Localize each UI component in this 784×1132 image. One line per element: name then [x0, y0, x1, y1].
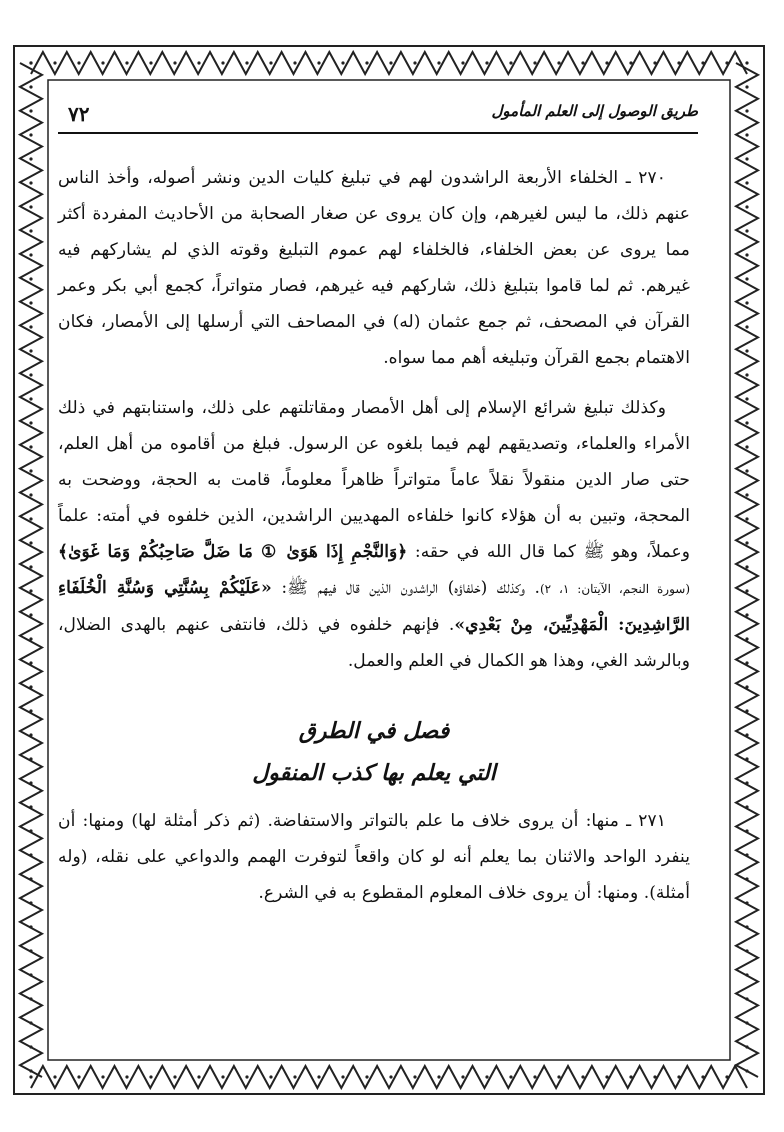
border-dot	[437, 61, 440, 64]
border-dot	[745, 517, 748, 520]
border-dot	[221, 1075, 224, 1078]
book-page	[58, 90, 698, 1070]
border-dot	[29, 397, 32, 400]
border-dot	[745, 157, 748, 160]
border-dot	[29, 589, 32, 592]
border-dot	[29, 85, 32, 88]
border-dot	[745, 373, 748, 376]
paragraph-text: . وكذلك (خلفاؤه) الراشدون الذين قال فيهم ﷺ:	[281, 578, 540, 598]
border-dot	[173, 61, 176, 64]
border-dot	[29, 1021, 32, 1024]
border-dot	[101, 61, 104, 64]
border-dot	[533, 61, 536, 64]
border-zigzag-top	[31, 52, 747, 74]
border-dot	[125, 61, 128, 64]
border-dot	[29, 709, 32, 712]
border-dot	[29, 685, 32, 688]
border-dot	[701, 1075, 704, 1078]
border-dot	[485, 1075, 488, 1078]
border-dot	[745, 181, 748, 184]
border-dot	[29, 133, 32, 136]
border-dot	[29, 157, 32, 160]
border-dot	[29, 445, 32, 448]
border-dot	[29, 637, 32, 640]
border-dot	[29, 805, 32, 808]
border-dot	[745, 757, 748, 760]
border-dot	[745, 277, 748, 280]
border-dot	[29, 253, 32, 256]
border-dot	[29, 61, 32, 64]
border-dot	[29, 541, 32, 544]
border-dot	[29, 949, 32, 952]
border-dot	[745, 613, 748, 616]
border-dot	[745, 109, 748, 112]
border-dot	[29, 1045, 32, 1048]
border-dot	[29, 733, 32, 736]
border-dot	[341, 61, 344, 64]
border-dot	[29, 373, 32, 376]
border-dot	[389, 61, 392, 64]
header-rule	[58, 132, 698, 134]
border-dot	[77, 61, 80, 64]
paragraph-caliphs-transmission	[58, 390, 690, 679]
border-dot	[509, 61, 512, 64]
border-dot	[29, 229, 32, 232]
border-dot	[245, 1075, 248, 1078]
border-dot	[317, 61, 320, 64]
border-dot	[29, 1069, 32, 1072]
running-header	[58, 98, 698, 132]
border-dot	[29, 1075, 32, 1078]
border-dot	[745, 709, 748, 712]
border-dot	[101, 1075, 104, 1078]
border-dot	[29, 997, 32, 1000]
border-dot	[29, 757, 32, 760]
border-dot	[581, 1075, 584, 1078]
border-dot	[149, 61, 152, 64]
border-dot	[605, 61, 608, 64]
page-body	[58, 160, 690, 925]
border-dot	[29, 181, 32, 184]
border-dot	[557, 61, 560, 64]
border-dot	[745, 877, 748, 880]
border-dot	[605, 1075, 608, 1078]
hadith-quote: «عَلَيْكُمْ بِسُنَّتِي وَسُنَّةِ الْخُلَفَاءِ الرَّاشِدِينَ: الْمَهْدِيِّينَ، مِنْ بَعْدِي»	[58, 578, 691, 635]
border-dot	[745, 349, 748, 352]
border-dot	[745, 565, 748, 568]
border-dot	[745, 901, 748, 904]
border-dot	[725, 1075, 728, 1078]
border-dot	[745, 469, 748, 472]
border-dot	[221, 61, 224, 64]
border-dot	[745, 253, 748, 256]
border-dot	[745, 301, 748, 304]
border-dot	[437, 1075, 440, 1078]
border-zigzag-left	[20, 63, 42, 1077]
border-dot	[745, 61, 748, 64]
border-dot	[245, 61, 248, 64]
border-dot	[745, 589, 748, 592]
border-dot	[745, 85, 748, 88]
border-dot	[413, 61, 416, 64]
border-dot	[701, 61, 704, 64]
border-dot	[29, 517, 32, 520]
border-dot	[485, 61, 488, 64]
border-dot	[745, 1021, 748, 1024]
border-dot	[29, 853, 32, 856]
border-dot	[745, 397, 748, 400]
border-dot	[677, 61, 680, 64]
border-dot	[745, 949, 748, 952]
border-dot	[293, 61, 296, 64]
border-dot	[29, 613, 32, 616]
border-dot	[269, 1075, 272, 1078]
border-dot	[745, 205, 748, 208]
border-dot	[29, 973, 32, 976]
border-dot	[29, 277, 32, 280]
border-dot	[509, 1075, 512, 1078]
border-dot	[341, 1075, 344, 1078]
border-dot	[745, 781, 748, 784]
quran-quote: ﴿وَالنَّجْمِ إِذَا هَوَىٰ ① مَا ضَلَّ صَاحِبُكُمْ وَمَا غَوَىٰ﴾	[58, 542, 408, 562]
border-dot	[29, 661, 32, 664]
border-dot	[197, 1075, 200, 1078]
border-dot	[29, 421, 32, 424]
border-dot	[77, 1075, 80, 1078]
border-dot	[29, 349, 32, 352]
border-dot	[29, 469, 32, 472]
border-dot	[365, 61, 368, 64]
border-dot	[581, 61, 584, 64]
border-dot	[29, 205, 32, 208]
border-dot	[293, 1075, 296, 1078]
border-dot	[317, 1075, 320, 1078]
border-dot	[745, 541, 748, 544]
border-dot	[29, 493, 32, 496]
border-zigzag-right	[736, 63, 758, 1077]
border-dot	[745, 1069, 748, 1072]
border-dot	[173, 1075, 176, 1078]
quran-reference: (سورة النجم، الآيتان: ١، ٢)	[539, 582, 690, 596]
paragraph-271: ٢٧١ ـ منها: أن يروى خلاف ما علم بالتواتر والاستفاضة. (ثم ذكر أمثلة لها) ومنها: أن ينفرد الواحد والاثنان بما يعلم أنه لو كان واقعاً لتوفرت الهمم والدواعي على نقله، (وله أمثلة). ومنها: أن يروى خلاف المعلوم المقطوع به في الشرع.	[58, 811, 690, 903]
border-dot	[197, 61, 200, 64]
border-dot	[745, 733, 748, 736]
border-dot	[29, 565, 32, 568]
border-dot	[745, 229, 748, 232]
border-dot	[125, 1075, 128, 1078]
border-dot	[365, 1075, 368, 1078]
border-dot	[653, 1075, 656, 1078]
border-dot	[53, 61, 56, 64]
border-dot	[149, 1075, 152, 1078]
paragraph-text: . فإنهم خلفوه في ذلك، فانتفى عنهم بالهدى الضلال، وبالرشد الغي، وهذا هو الكمال في العلم والعمل.	[58, 615, 690, 671]
border-dot	[745, 997, 748, 1000]
border-dot	[533, 1075, 536, 1078]
paragraph-text: وكذلك تبليغ شرائع الإسلام إلى أهل الأمصار ومقاتلتهم على ذلك، واستنابتهم في ذلك الأمراء والعلماء، وتصديقهم لهم فيما بلغوه عن الرسول. فبلغ من أقاموه من أهل العلم، حتى صار الدين منقولاً نقلاً عاماً متواتراً ظاهراً معلوماً، قامت به الحجة، ووضحت به المحجة، وتبين به أن هؤلاء كانوا خلفاءه المهديين الراشدين، الذين خلفوه في أمته: علماً وعملاً، وهو ﷺ كما قال الله في حقه:	[58, 398, 691, 562]
border-dot	[389, 1075, 392, 1078]
border-dot	[29, 109, 32, 112]
border-dot	[29, 325, 32, 328]
border-dot	[745, 829, 748, 832]
border-dot	[745, 661, 748, 664]
border-dot	[29, 877, 32, 880]
border-dot	[745, 493, 748, 496]
border-dot	[745, 445, 748, 448]
border-dot	[557, 1075, 560, 1078]
border-dot	[29, 781, 32, 784]
border-dot	[745, 853, 748, 856]
border-dot	[745, 925, 748, 928]
header-title: طريق الوصول إلى العلم المأمول	[491, 102, 698, 120]
border-dot	[29, 829, 32, 832]
section-heading-line2: التي يعلم بها كذب المنقول	[252, 760, 496, 786]
border-dot	[629, 61, 632, 64]
border-dot	[745, 325, 748, 328]
border-dot	[269, 61, 272, 64]
border-dot	[29, 301, 32, 304]
border-dot	[413, 1075, 416, 1078]
border-dot	[29, 901, 32, 904]
border-dot	[461, 61, 464, 64]
border-dot	[677, 1075, 680, 1078]
border-dot	[745, 637, 748, 640]
border-dot	[745, 133, 748, 136]
border-dot	[29, 925, 32, 928]
border-dot	[745, 685, 748, 688]
border-dot	[745, 973, 748, 976]
border-dot	[629, 1075, 632, 1078]
paragraph-270: ٢٧٠ ـ الخلفاء الأربعة الراشدون لهم في تبليغ كليات الدين ونشر أصوله، وأخذ الناس عنهم ذلك، ما ليس لغيرهم، وإن كان يروى عن صغار الصحابة من الأحاديث المفردة أكثر مما يروى عن بعض الخلفاء، فالخلفاء لهم عموم التبليغ وقوته الذي لم يشاركهم فيه غيرهم. ثم لما قاموا بتبليغ ذلك، شاركهم فيه غيرهم، فصار متواتراً، كجمع أبي بكر وعمر القرآن في المصحف، ثم جمع عثمان (له) في المصاحف التي أرسلها إلى الأمصار، فكان الاهتمام بجمع القرآن وتبليغه أهم مما سواه.	[58, 168, 690, 368]
border-dot	[653, 61, 656, 64]
border-dot	[461, 1075, 464, 1078]
section-heading-line1: فصل في الطرق	[298, 718, 450, 744]
border-dot	[745, 1045, 748, 1048]
border-dot	[745, 421, 748, 424]
border-dot	[53, 1075, 56, 1078]
border-dot	[745, 805, 748, 808]
border-dot	[725, 61, 728, 64]
page-number: ٧٢	[68, 102, 90, 126]
